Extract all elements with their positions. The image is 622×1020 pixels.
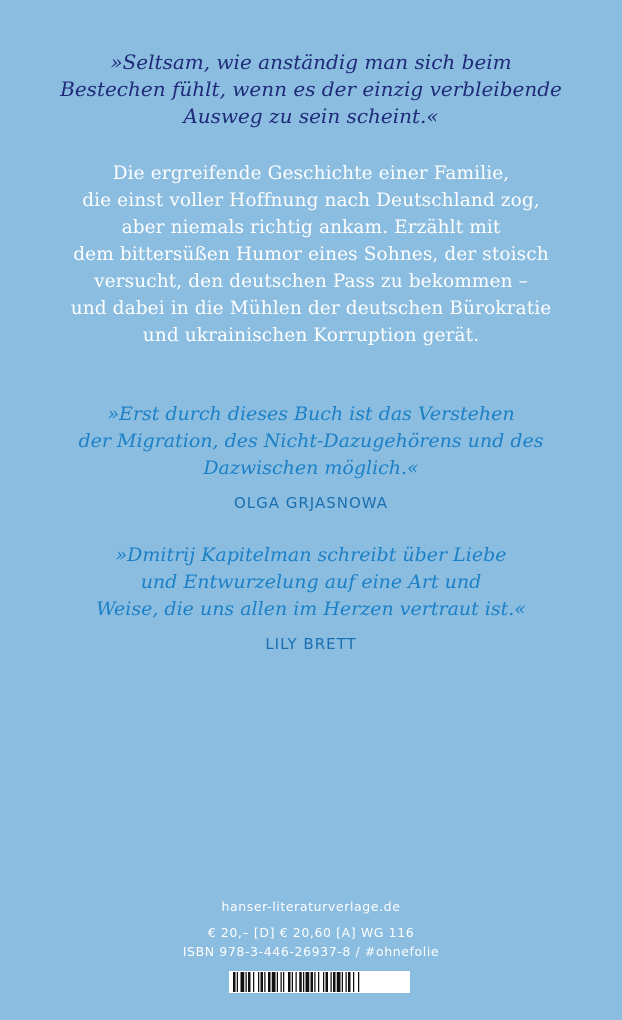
- book-blurb: [0, 160, 622, 349]
- blurb-line: und dabei in die Mühlen der deutschen Bürokratie: [70, 298, 552, 319]
- review-line: der Migration, des Nicht-Dazugehörens und des: [78, 430, 544, 452]
- review-line: Weise, die uns allen im Herzen vertraut ist.«: [96, 598, 526, 620]
- barcode-bar: [318, 972, 319, 992]
- barcode-bar: [246, 972, 247, 992]
- barcode-bar: [342, 972, 343, 992]
- publisher-website: hanser-literaturverlage.de: [221, 899, 401, 914]
- blurb-line: aber niemals richtig ankam. Erzählt mit: [121, 217, 501, 238]
- barcode-bar: [288, 972, 291, 992]
- barcode-bar: [326, 972, 329, 992]
- blurb-line: Die ergreifende Geschichte einer Familie,: [112, 163, 510, 184]
- barcode-bar: [337, 972, 341, 992]
- barcode-bar: [264, 972, 265, 992]
- barcode-bar: [303, 972, 304, 992]
- barcode-bar: [333, 972, 336, 992]
- barcode-bar: [311, 972, 314, 992]
- review-quote-brett: [0, 542, 622, 623]
- barcode-bar: [314, 972, 315, 992]
- barcode-bar: [258, 972, 259, 992]
- barcode-bar: [306, 972, 310, 992]
- review-line: »Erst durch dieses Buch ist das Verstehen: [107, 403, 515, 425]
- blurb-line: die einst voller Hoffnung nach Deutschland zog,: [82, 190, 540, 211]
- barcode-bar: [281, 972, 282, 992]
- lead-quote-line: Ausweg zu sein scheint.«: [183, 104, 439, 128]
- barcode-icon: [229, 971, 410, 993]
- lead-quote: [0, 49, 622, 130]
- barcode-bar: [233, 972, 236, 992]
- review-author: LILY BRETT: [265, 635, 357, 653]
- barcode-bar: [292, 972, 293, 992]
- barcode-bar: [346, 972, 347, 992]
- review-author: OLGA GRJASNOWA: [233, 494, 389, 512]
- barcode-bar: [358, 972, 359, 992]
- lead-quote-line: Bestechen fühlt, wenn es der einzig verbleibende: [60, 77, 562, 101]
- barcode-bar: [331, 972, 332, 992]
- lead-quote-line: »Seltsam, wie anständig man sich beim: [110, 50, 512, 74]
- barcode-bar: [348, 972, 351, 992]
- barcode-bar: [283, 972, 284, 992]
- barcode-bar: [277, 972, 278, 992]
- barcode-bar: [241, 972, 245, 992]
- barcode-bar: [248, 972, 251, 992]
- review-quote-grjasnowa: [0, 401, 622, 482]
- barcode-bar: [237, 972, 238, 992]
- blurb-line: versucht, den deutschen Pass zu bekommen –: [94, 271, 528, 292]
- blurb-line: und ukrainischen Korruption gerät.: [142, 325, 480, 346]
- blurb-line: dem bittersüßen Humor eines Sohnes, der stoisch: [73, 244, 549, 265]
- isbn-number: ISBN 978-3-446-26937-8 / #ohnefolie: [182, 944, 440, 959]
- barcode-bar: [272, 972, 276, 992]
- barcode-bar: [353, 972, 354, 992]
- price-info: € 20,– [D] € 20,60 [A] WG 116: [207, 925, 415, 940]
- review-line: Dazwischen möglich.«: [203, 457, 419, 479]
- barcode-bar: [296, 972, 297, 992]
- barcode-graphic: [229, 971, 410, 993]
- review-line: und Entwurzelung auf eine Art und: [140, 571, 482, 593]
- barcode-bar: [261, 972, 264, 992]
- barcode-bar: [268, 972, 271, 992]
- barcode-bar: [299, 972, 302, 992]
- barcode-bar: [253, 972, 254, 992]
- review-line: »Dmitrij Kapitelman schreibt über Liebe: [115, 544, 507, 566]
- barcode-bar: [323, 972, 324, 992]
